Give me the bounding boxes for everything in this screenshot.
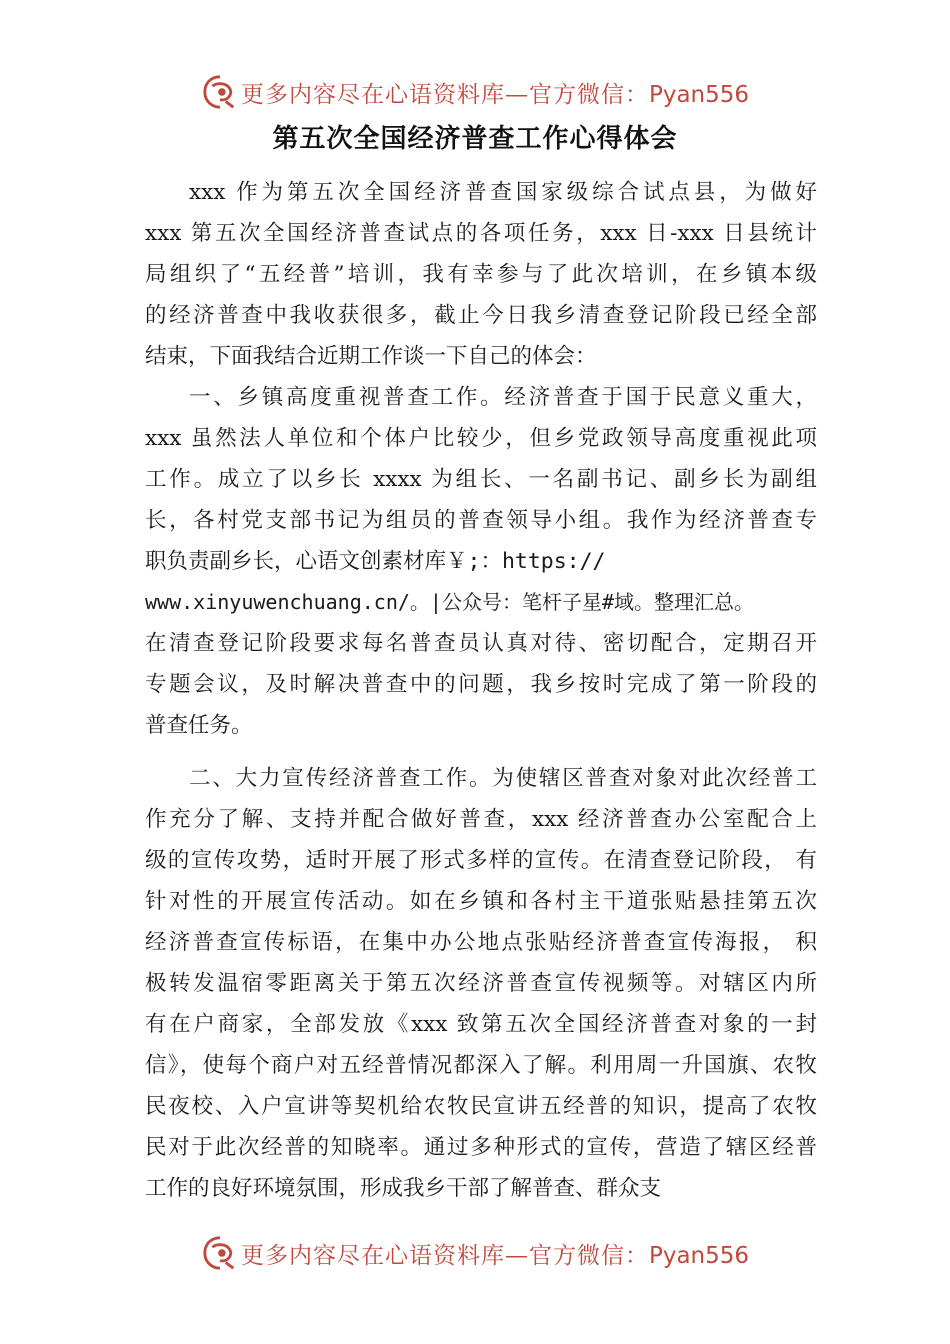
text-line: www.xinyuwenchuang.cn/。|公众号：笔杆子星#域。整理汇总。 bbox=[145, 590, 754, 614]
text-line: 工作。成立了以乡长 xxxx 为组长、一名副书记、副乡长为副组 bbox=[145, 467, 817, 492]
text-line: 信》，使每个商户对五经普情况都深入了解。利用周一升国旗、农牧 bbox=[145, 1053, 817, 1078]
text-line: 结束，下面我结合近期工作谈一下自己的体会： bbox=[145, 344, 597, 369]
header-watermark-banner bbox=[0, 70, 950, 114]
paragraph-3 bbox=[145, 758, 817, 1209]
text-line: 作充分了解、支持并配合做好普查，xxx 经济普查办公室配合上 bbox=[145, 807, 817, 832]
paragraph-2 bbox=[145, 377, 817, 746]
text-line: 有在户商家，全部发放《xxx 致第五次全国经济普查对象的一封 bbox=[145, 1012, 817, 1037]
text-line: xxx 第五次全国经济普查试点的各项任务，xxx 日-xxx 日县统计 bbox=[145, 221, 817, 246]
text-line: 级的宣传攻势，适时开展了形式多样的宣传。在清查登记阶段， 有 bbox=[145, 848, 817, 873]
paragraph-1 bbox=[145, 172, 817, 377]
text-line: xxx 作为第五次全国经济普查国家级综合试点县，为做好 bbox=[189, 180, 817, 205]
text-line: 职负责副乡长，心语文创素材库￥;：https:// bbox=[145, 549, 606, 574]
page-title: 第五次全国经济普查工作心得体会 bbox=[272, 124, 678, 154]
text-line: 长，各村党支部书记为组员的普查领导小组。我作为经济普查专 bbox=[145, 508, 817, 533]
text-line: 经济普查宣传标语，在集中办公地点张贴经济普查宣传海报， 积 bbox=[145, 930, 817, 955]
text-line: 在清查登记阶段要求每名普查员认真对待、密切配合，定期召开 bbox=[145, 631, 817, 656]
text-line: 民对于此次经普的知晓率。通过多种形式的宣传，营造了辖区经普 bbox=[145, 1135, 817, 1160]
document-body bbox=[145, 172, 817, 1209]
text-line: 局组织了“五经普”培训，我有幸参与了此次培训，在乡镇本级 bbox=[145, 262, 817, 287]
text-line: 专题会议，及时解决普查中的问题，我乡按时完成了第一阶段的 bbox=[145, 672, 817, 697]
text-line: 极转发温宿零距离关于第五次经济普查宣传视频等。对辖区内所 bbox=[145, 971, 817, 996]
text-line: xxx 虽然法人单位和个体户比较少，但乡党政领导高度重视此项 bbox=[145, 426, 817, 451]
banner-text: 更多内容尽在心语资料库—官方微信：Pyan556 bbox=[240, 81, 750, 108]
text-line: 民夜校、入户宣讲等契机给农牧民宣讲五经普的知识，提高了农牧 bbox=[145, 1094, 817, 1119]
banner-text: 更多内容尽在心语资料库—官方微信：Pyan556 bbox=[240, 1242, 750, 1269]
text-line: 二、大力宣传经济普查工作。为使辖区普查对象对此次经普工 bbox=[189, 766, 817, 791]
text-line: 工作的良好环境氛围，形成我乡干部了解普查、群众支 bbox=[145, 1176, 662, 1201]
footer-watermark-banner bbox=[0, 1231, 950, 1275]
text-line: 的经济普查中我收获很多，截止今日我乡清查登记阶段已经全部 bbox=[145, 303, 817, 328]
brand-logo-icon bbox=[201, 73, 239, 111]
brand-logo-icon bbox=[201, 1234, 239, 1272]
text-line: 普查任务。 bbox=[145, 713, 253, 738]
text-line: 一、乡镇高度重视普查工作。经济普查于国于民意义重大， bbox=[189, 385, 817, 410]
text-line: 针对性的开展宣传活动。如在乡镇和各村主干道张贴悬挂第五次 bbox=[145, 889, 817, 914]
